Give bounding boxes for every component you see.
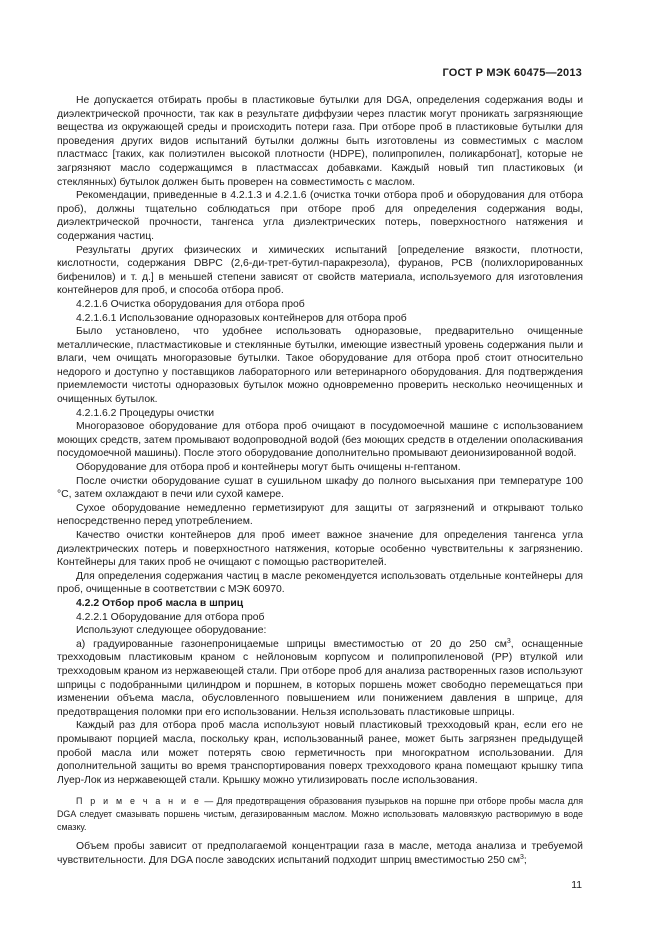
paragraph-other-tests: Результаты других физических и химических испытаний [определение вязкости, плотности, кислотности, содержания DBPC (2,6-ди-трет-бутил-паракрезола), фуранов, PCB (полихлорированных бифенилов) и т. д.] в меньшей степени зависят от свойств материала, используемого для изготовления контейнеров для проб, и способа отбора проб.: [57, 244, 583, 297]
paragraph-particle-content: Для определения содержания частиц в масле рекомендуется использовать отдельные контейнеры для проб, очищенные в соответствии с МЭК 60970.: [57, 570, 583, 596]
paragraph-equipment-intro: Используют следующее оборудование:: [76, 625, 267, 637]
subsection-heading-4-2-2-1: 4.2.2.1 Оборудование для отбора проб: [76, 611, 265, 623]
volume-text-end: ;: [523, 854, 527, 866]
subsection-heading-4-2-1-6-1: 4.2.1.6.1 Использование одноразовых контейнеров для отбора проб: [76, 312, 407, 324]
note-text: — Для предотвращения образования пузырьков на поршне при отборе пробы масла для DGA следует смазывать поршень чистым, дегазированным маслом. Можно использовать маловязкую растворимую в воде смазку.: [57, 796, 583, 833]
superscript: 3: [506, 637, 511, 645]
note: [57, 795, 583, 834]
paragraph-cleaning-quality: Качество очистки контейнеров для проб имеет важное значение для определения тангенса угла диэлектрических потерь и поверхностного натяжения, которые особенно чувствительны к загрязнению. Контейнеры для таких проб не очищают с помощью растворителей.: [57, 530, 583, 569]
syringe-text-rest: , оснащенные трехходовым пластиковым краном с нейлоновым корпусом и полипропиленовой (PP) втулкой или трехходовым краном из нержавеющей стали. При отборе проб для анализа растворенных газов используют шприцы с подобранными цилиндром и поршнем, в которых поршень может свободно перемещаться при изменении объема масла, обусловленного повышением или понижением давления в шприце, для предотвращения поломки при его использовании. Нельзя использовать пластиковые шприцы.: [57, 638, 583, 718]
paragraph-disposable-containers: Было установлено, что удобнее использовать одноразовые, предварительно очищенные металлические, пластмастиковые и стеклянные бутылки, имеющие известный уровень содержания пыли и влаги, чем очищать многоразовые бутылки. Такое оборудование для отбора проб стоит относительно недорого и доступно у поставщиков лабораторного или ветеринарного оборудования. Для подтверждения приемлемости чистоты одноразовых бутылок можно одновременно проверить несколько неочищенных и очищенных бутылок.: [57, 326, 583, 406]
paragraph-reusable-cleaning: Многоразовое оборудование для отбора проб очищают в посудомоечной машине с использованием моющих средств, затем промывают водопроводной водой (без моющих средств в отделении ополаскивания посудомоечной машины). После этого оборудование дополнительно промывают деионизированной водой.: [57, 421, 583, 460]
subsection-heading-4-2-1-6-2: 4.2.1.6.2 Процедуры очистки: [76, 407, 215, 419]
note-label: П р и м е ч а н и е: [76, 796, 202, 807]
volume-text-start: Объем пробы зависит от предполагаемой концентрации газа в масле, метода анализа и требуемой чувствительности. Для DGA после заводских испытаний подходит шприц вместимостью 250 см: [57, 841, 583, 866]
subsection-heading-4-2-1-6: 4.2.1.6 Очистка оборудования для отбора проб: [76, 298, 305, 310]
syringe-text-start: а) градуированные газонепроницаемые шприцы вместимостью от 20 до 250 см: [76, 638, 507, 650]
paragraph-plastic-bottles: Не допускается отбирать пробы в пластиковые бутылки для DGA, определения содержания воды и диэлектрической прочности, так как в результате диффузии через пластик могут проникать загрязняющие вещества из окружающей среды и происходить потери газа. При отборе проб в пластиковые бутылки для проведения других видов испытаний бутылки должны быть изготовлены из совместимых с маслом пластмасс [таких, как полиэтилен высокой плотности (HDPE), полипропилен, поликарбонат], которые не загрязняют масло содержащимся в пластмассах добавками. Каждый новый тип пластиковых (и стеклянных) бутылок должен быть проверен на совместимость с маслом.: [57, 95, 583, 188]
paragraph-recommendations: Рекомендации, приведенные в 4.2.1.3 и 4.2.1.6 (очистка точки отбора проб и оборудования для отбора проб), должны тщательно соблюдаться при отборе проб для определения содержания воды, диэлектрической прочности, тангенса угла диэлектрических потерь, поверхностного натяжения и содержания частиц.: [57, 190, 583, 242]
document-header: ГОСТ Р МЭК 60475—2013: [442, 67, 582, 79]
paragraph-heptane: Оборудование для отбора проб и контейнеры могут быть очищены н-гептаном.: [76, 462, 461, 474]
paragraph-three-way-valve: Каждый раз для отбора проб масла используют новый пластиковый трехходовый кран, если его не промывают порцией масла, поскольку кран, использованный ранее, может быть загрязнен предыдущей пробой масла или может потерять свою герметичность при многократном использовании. Для дополнительной защиты во время транспортирования поверх трехходового крана помещают крышку типа Луер-Лок из нержавеющей стали. Крышку можно утилизировать после использования.: [57, 720, 583, 786]
paragraph-drying: После очистки оборудование сушат в сушильном шкафу до полного высыхания при температуре 100 °C, затем охлаждают в печи или сухой камере.: [57, 475, 583, 501]
list-item-a-syringes: [57, 638, 583, 720]
paragraph-sealing: Сухое оборудование немедленно герметизируют для защиты от загрязнений и открывают только непосредственно перед употреблением.: [57, 502, 583, 528]
body-text: [57, 94, 583, 867]
superscript: 3: [519, 853, 524, 861]
section-heading-4-2-2: 4.2.2 Отбор проб масла в шприц: [76, 597, 244, 609]
page-number: 11: [571, 880, 582, 891]
paragraph-sample-volume: [57, 840, 583, 867]
